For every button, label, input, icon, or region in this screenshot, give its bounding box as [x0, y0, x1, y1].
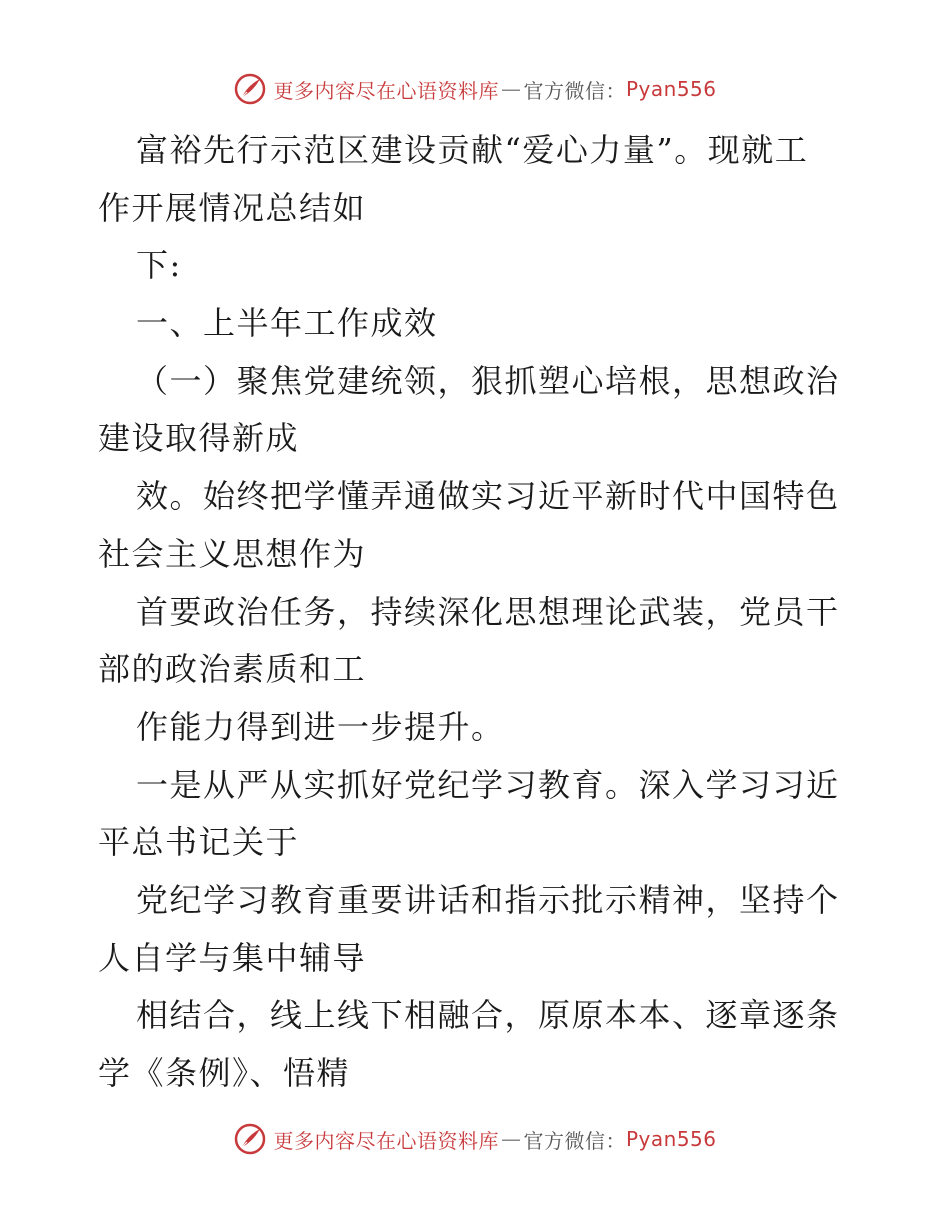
banner-official-label: 官方微信：: [523, 78, 626, 103]
paragraph-line: 富裕先行示范区建设贡献“爱心力量”。现就工: [136, 131, 809, 169]
paragraph-line: 效。始终把学懂弄通做实习近平新时代中国特色: [136, 477, 840, 516]
paragraph-line: 相结合，线上线下相融合，原原本本、逐章逐条: [136, 996, 840, 1035]
paragraph-line: 作开展情况总结如: [98, 188, 367, 227]
paragraph-line: 部的政治素质和工: [98, 650, 367, 689]
paragraph-line: 党纪学习教育重要讲话和指示批示精神，坚持个: [136, 880, 840, 919]
banner-official-label: 官方微信：: [523, 1128, 626, 1153]
paragraph-line: 社会主义思想作为: [98, 534, 367, 573]
paragraph-line: 建设取得新成: [98, 419, 300, 458]
banner-separator: —: [500, 1127, 522, 1151]
paragraph-line: 人自学与集中辅导: [98, 938, 367, 977]
paragraph-line: 一是从严从实抓好党纪学习教育。深入学习习近: [136, 765, 840, 804]
footer-banner: [0, 1122, 950, 1156]
paragraph-line: 平总书记关于: [98, 823, 300, 862]
section-heading: 一、上半年工作成效: [136, 304, 438, 343]
banner-wechat-id: Pyan556: [625, 1127, 717, 1151]
paragraph-line: 作能力得到进一步提升。: [136, 707, 505, 746]
banner-separator: —: [500, 77, 522, 101]
banner-text: 更多内容尽在心语资料库: [273, 78, 499, 103]
banner-text: 更多内容尽在心语资料库: [273, 1128, 499, 1153]
document-body: [98, 122, 858, 1103]
quill-pen-logo-icon: [233, 72, 267, 106]
header-banner: [0, 72, 950, 106]
paragraph-line: 首要政治任务，持续深化思想理论武装，党员干: [136, 592, 840, 631]
banner-wechat-id: Pyan556: [625, 77, 717, 101]
paragraph-line: 学《条例》、悟精: [98, 1054, 351, 1092]
subsection-heading: （一）聚焦党建统领，狠抓塑心培根，思想政治: [136, 361, 840, 400]
quill-pen-logo-icon: [233, 1122, 267, 1156]
paragraph-line: 下:: [136, 246, 182, 285]
